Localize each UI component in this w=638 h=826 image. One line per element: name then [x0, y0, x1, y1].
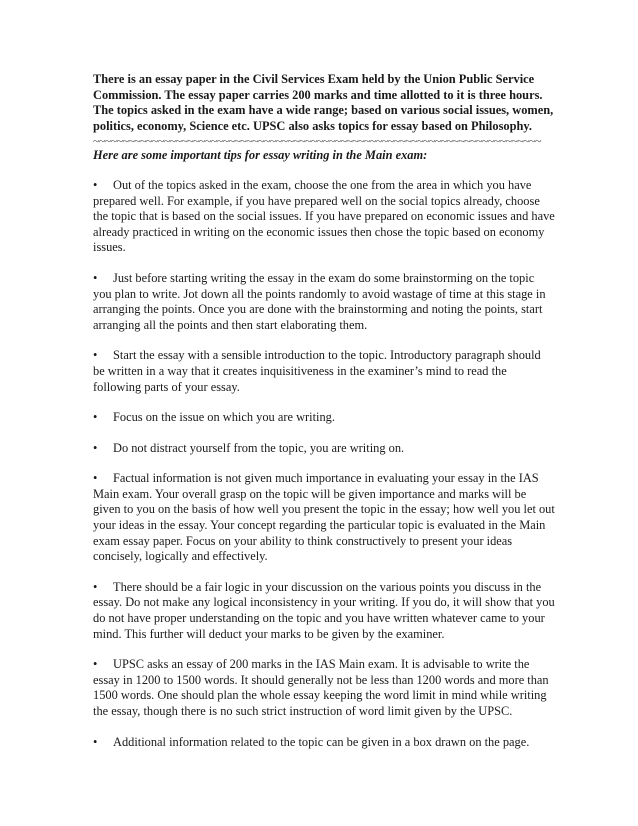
bullet-icon: •	[93, 270, 98, 285]
bullet-icon: •	[93, 440, 98, 455]
tip-text: Focus on the issue on which you are writing.	[113, 410, 335, 425]
tip-item	[93, 348, 555, 395]
tip-item	[93, 271, 555, 333]
bullet-icon: •	[93, 410, 98, 425]
tip-item	[93, 580, 555, 642]
tip-item	[93, 410, 555, 426]
tip-item	[93, 441, 555, 457]
tip-text: Out of the topics asked in the exam, choose the one from the area in which you have prepared well. For example, if you have prepared well on the social topics already, choose the topic that is based on the social issues. If you have prepared on economic issues and have already practiced in writing on the economic issues then chose the topic based on economy issues.	[93, 177, 555, 255]
bullet-icon: •	[93, 471, 98, 486]
tip-text: Just before starting writing the essay in the exam do some brainstorming on the topic you plan to write. Jot down all the points randomly to avoid wastage of time at this stage in arranging the points. Once you are done with the brainstorming and noting the points, start arranging all the points and then start elaborating them.	[93, 270, 546, 332]
tilde-divider: ~~~~~~~~~~~~~~~~~~~~~~~~~~~~~~~~~~~~~~~~~~~~~~~~~~~~~~~~~~~~~~~~~~~~~~~~~~~~	[93, 134, 541, 149]
tip-item	[93, 471, 555, 565]
bullet-icon: •	[93, 348, 98, 363]
tip-text: Start the essay with a sensible introduction to the topic. Introductory paragraph should be written in a way that it creates inquisitiveness in the examiner’s mind to read the following parts of your essay.	[93, 348, 541, 394]
bullet-icon: •	[93, 734, 98, 749]
tip-item	[93, 657, 555, 719]
bullet-icon: •	[93, 579, 98, 594]
intro-paragraph: There is an essay paper in the Civil Services Exam held by the Union Public Service Commission. The essay paper carries 200 marks and time allotted to it is three hours. The topics asked in the exam have a wide range; based on various social issues, women, politics, economy, Science etc. UPSC also asks topics for essay based on Philosophy.	[93, 72, 554, 133]
tip-item	[93, 178, 555, 256]
tips-heading: Here are some important tips for essay writing in the Main exam:	[93, 148, 428, 163]
document-page	[93, 72, 555, 765]
bullet-icon: •	[93, 657, 98, 672]
tip-text: Factual information is not given much importance in evaluating your essay in the IAS Main exam. Your overall grasp on the topic will be given importance and marks will be given to you on the basis of how well you present the topic in the essay; how well you let out your ideas in the essay. Your concept regarding the particular topic is evaluated in the Main exam essay paper. Focus on your ability to think constructively to present your ideas concisely, logically and effectively.	[93, 471, 555, 564]
tip-text: There should be a fair logic in your discussion on the various points you discuss in the essay. Do not make any logical inconsistency in your writing. If you do, it will show that you do not have proper understanding on the topic and you have written whatever came to your mind. This further will deduct your marks to be given by the examiner.	[93, 579, 555, 641]
tip-item	[93, 735, 555, 751]
tip-text: Do not distract yourself from the topic, you are writing on.	[113, 440, 405, 455]
tip-text: Additional information related to the topic can be given in a box drawn on the page.	[113, 734, 530, 749]
bullet-icon: •	[93, 177, 98, 192]
tip-text: UPSC asks an essay of 200 marks in the IAS Main exam. It is advisable to write the essay in 1200 to 1500 words. It should generally not be less than 1200 words and more than 1500 words. One should plan the whole essay keeping the word limit in mind while writing the essay, though there is no such strict instruction of word limit given by the UPSC.	[93, 657, 549, 718]
